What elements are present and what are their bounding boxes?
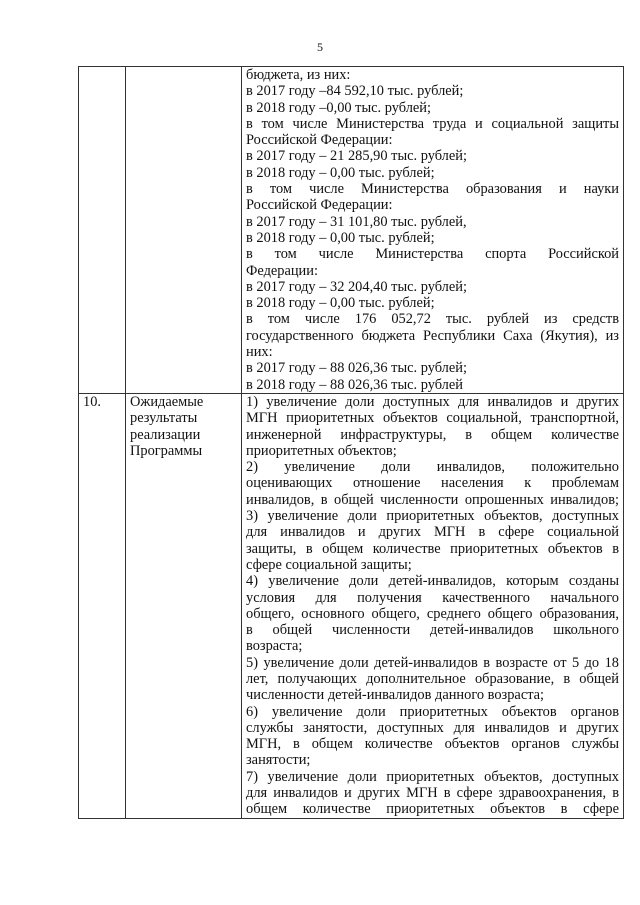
content-line: 7) увеличение доли приоритетных объектов, доступных [246, 768, 619, 785]
content-line: инвалидов, в общей численности опрошенных инвалидов; [246, 491, 619, 508]
content-line: в 2018 году – 0,00 тыс. рублей; [246, 229, 435, 246]
content-line: в 2018 году – 88 026,36 тыс. рублей [246, 376, 463, 393]
content-line: службы занятости, доступных для инвалидов и других [246, 719, 619, 736]
content-line: в том числе Министерства образования и науки [246, 181, 619, 198]
row-number-cell [79, 67, 126, 394]
content-line: возраста; [246, 638, 303, 655]
content-line: защиты, в общем количестве приоритетных объектов в [246, 540, 619, 557]
row-name-line: реализации [130, 426, 201, 443]
content-line: 5) увеличение доли детей-инвалидов в возрасте от 5 до 18 [246, 654, 619, 671]
table-row [79, 67, 624, 394]
content-line: в 2017 году –84 592,10 тыс. рублей; [246, 83, 464, 100]
table-row [79, 393, 624, 818]
content-line: для инвалидов и других МГН в сфере социальной [246, 524, 619, 541]
content-line: Российской Федерации: [246, 132, 393, 149]
content-line: бюджета, из них: [246, 67, 351, 83]
row-content-cell [242, 393, 624, 818]
row-name-cell [126, 67, 242, 394]
content-line: в том числе 176 052,72 тыс. рублей из средств [246, 311, 619, 328]
content-line: оценивающих отношение населения к проблемам [246, 475, 619, 492]
content-line: 2) увеличение доли инвалидов, положительно [246, 459, 619, 476]
program-passport-table [78, 66, 624, 819]
content-line: 6) увеличение доли приоритетных объектов органов [246, 703, 619, 720]
content-line: Российской Федерации: [246, 197, 393, 214]
row-name-line: результаты [130, 410, 198, 427]
content-line: занятости; [246, 752, 311, 769]
content-line: 4) увеличение доли детей-инвалидов, которым созданы [246, 573, 619, 590]
content-line: общего, основного общего, среднего общего образования, [246, 605, 619, 622]
content-line: в 2018 году –0,00 тыс. рублей; [246, 99, 431, 116]
content-line: в 2018 году – 0,00 тыс. рублей; [246, 164, 435, 181]
content-line: в 2017 году – 21 285,90 тыс. рублей; [246, 148, 467, 165]
content-line: приоритетных объектов; [246, 442, 397, 459]
row-number-cell: 10. [79, 393, 126, 818]
content-line: в 2017 году – 31 101,80 тыс. рублей, [246, 213, 467, 230]
row-name-cell [126, 393, 242, 818]
content-line: для инвалидов и других МГН в сфере здравоохранения, в [246, 785, 619, 802]
content-line: в 2017 году – 88 026,36 тыс. рублей; [246, 360, 467, 377]
content-line: в том числе Министерства спорта Российской [246, 246, 619, 263]
content-line: государственного бюджета Республики Саха (Якутия), из [246, 327, 619, 344]
content-line: МГН приоритетных объектов социальной, транспортной, [246, 410, 619, 427]
content-line: них: [246, 344, 273, 361]
content-line: в 2018 году – 0,00 тыс. рублей; [246, 295, 435, 312]
content-line: условия для получения качественного начального [246, 589, 619, 606]
content-line: сфере социальной защиты; [246, 556, 412, 573]
content-line: в том числе Министерства труда и социальной защиты [246, 115, 619, 132]
page-number: 5 [317, 40, 323, 54]
row-name-line: Программы [130, 442, 203, 459]
content-line: численности детей-инвалидов данного возраста; [246, 687, 545, 704]
content-line: в 2017 году – 32 204,40 тыс. рублей; [246, 278, 467, 295]
content-line: общем количестве приоритетных объектов в сфере [246, 801, 619, 818]
table-body [79, 67, 624, 819]
row-name-line: Ожидаемые [130, 393, 204, 410]
content-line: МГН, в общем количестве объектов органов службы [246, 736, 619, 753]
content-line: 3) увеличение доли приоритетных объектов, доступных [246, 508, 619, 525]
content-line: инженерной инфраструктуры, в общем количестве [246, 426, 619, 443]
content-line: лет, получающих дополнительное образование, в общей [246, 670, 619, 687]
content-line: в общей численности детей-инвалидов школьного [246, 622, 619, 639]
content-line: 1) увеличение доли доступных для инвалидов и других [246, 393, 619, 410]
row-content-cell [242, 67, 624, 394]
content-line: Федерации: [246, 262, 318, 279]
